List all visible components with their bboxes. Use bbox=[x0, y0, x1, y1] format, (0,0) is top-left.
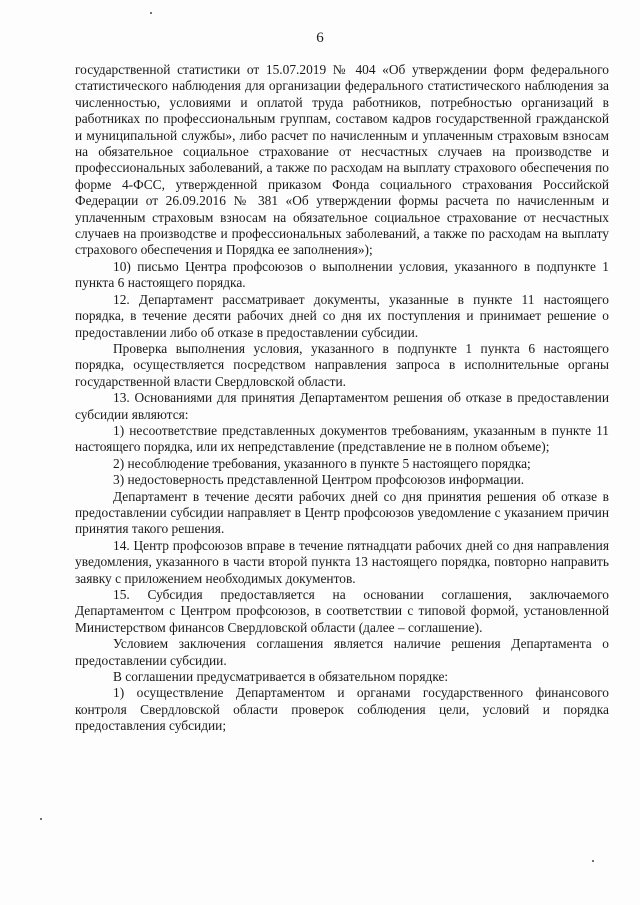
paragraph: В соглашении предусматривается в обязательном порядке: bbox=[113, 669, 449, 685]
paragraph: 14. Центр профсоюзов вправе в течение пятнадцати рабочих дней со дня направления уведомления, указанного в части второй пункта 13 настоящего порядка, повторно направить заявку с приложением необходимых документов. bbox=[75, 537, 609, 586]
paragraph: 1) осуществление Департаментом и органами государственного финансового контроля Свердловской области проверок соблюдения цели, условий и порядка предоставления субсидии; bbox=[75, 685, 609, 734]
paragraph: 10) письмо Центра профсоюзов о выполнении условия, указанного в подпункте 1 пункта 6 настоящего порядка. bbox=[75, 258, 609, 291]
scan-speck bbox=[592, 860, 594, 862]
paragraph: 13. Основаниями для принятия Департаментом решения об отказе в предоставлении субсидии являются: bbox=[75, 390, 609, 422]
page-number: 6 bbox=[316, 30, 324, 46]
paragraph: 3) недостоверность представленной Центром профсоюзов информации. bbox=[113, 472, 525, 488]
paragraph: 15. Субсидия предоставляется на основании соглашения, заключаемого Департаментом с Центром профсоюзов, в соответствии с типовой формой, установленной Министерством финансов Свердловской области (далее – соглашение). bbox=[75, 587, 609, 635]
scan-speck bbox=[150, 12, 152, 14]
paragraph: 1) несоответствие представленных документов требованиям, указанным в пункте 11 настоящего порядка, или их непредставление (представление не в полном объеме); bbox=[75, 422, 609, 455]
paragraph: Департамент в течение десяти рабочих дней со дня принятия решения об отказе в предоставлении субсидии направляет в Центр профсоюзов уведомление с указанием причин принятия такого решения. bbox=[75, 488, 609, 537]
body-text bbox=[75, 62, 609, 735]
paragraph: Условием заключения соглашения является наличие решения Департамента о предоставлении субсидии. bbox=[75, 636, 609, 668]
paragraph: 2) несоблюдение требования, указанного в пункте 5 настоящего порядка; bbox=[113, 455, 531, 471]
scan-speck bbox=[40, 818, 42, 820]
paragraph: государственной статистики от 15.07.2019 № 404 «Об утверждении форм федерального статистического наблюдения для организации федерального статистического наблюдения за численностью, условиями и оплатой труда работников, потребностью организаций в работниках по профессиональным группам, составом кадров государственной гражданской и муниципальной службы», либо расчет по начисленным и уплаченным страховым взносам на обязательное социальное страхование от несчастных случаев на производстве и профессиональных заболеваний, а также по расходам на выплату страхового обеспечения по форме 4-ФСС, утвержденной приказом Фонда социального страхования Российской Федерации от 26.09.2016 № 381 «Об утверждении формы расчета по начисленным и уплаченным страховым взносам на обязательное социальное страхование от несчастных случаев на производстве и профессиональных заболеваний, а также по расходам на выплату страхового обеспечения и Порядка ее заполнения»); bbox=[75, 62, 609, 258]
paragraph: 12. Департамент рассматривает документы, указанные в пункте 11 настоящего порядка, в течение десяти рабочих дней со дня их поступления и принимает решение о предоставлении либо об отказе в предоставлении субсидии. bbox=[75, 291, 609, 340]
paragraph: Проверка выполнения условия, указанного в подпункте 1 пункта 6 настоящего порядка, осуществляется посредством направления запроса в исполнительные органы государственной власти Свердловской области. bbox=[75, 340, 609, 389]
